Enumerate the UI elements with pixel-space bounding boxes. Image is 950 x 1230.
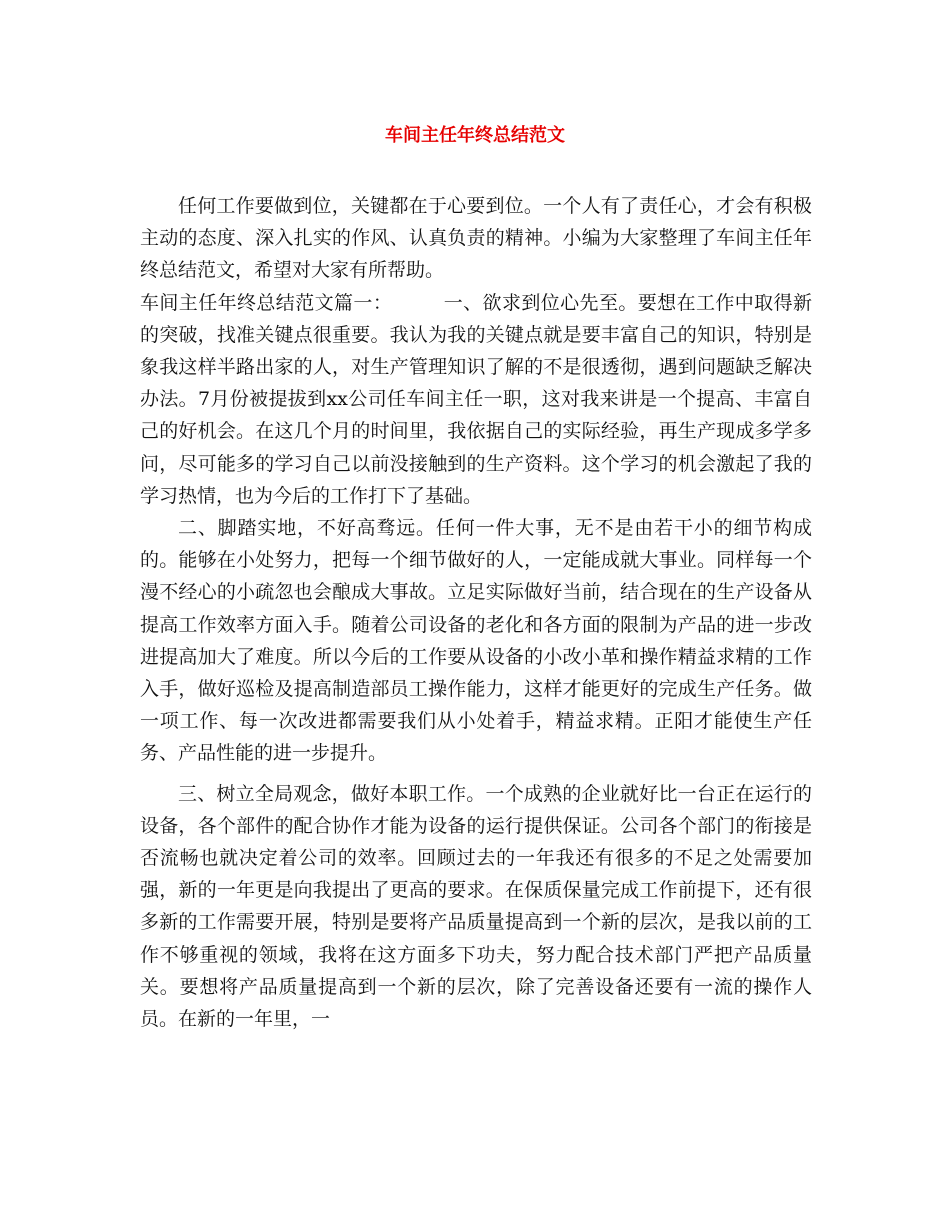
document-body	[140, 190, 812, 1035]
section-label: 车间主任年终总结范文篇一：	[140, 291, 393, 314]
point-one-text: 一、欲求到位心先至。要想在工作中取得新的突破，找准关键点很重要。我认为我的关键点就是要丰富自己的知识，特别是象我这样半路出家的人，对生产管理知识了解的不是很透彻，遇到问题缺乏解决办法。7月份被提拔到xx公司任车间主任一职，这对我来讲是一个提高、丰富自己的好机会。在这几个月的时间里，我依据自己的实际经验，再生产现成多学多问，尽可能多的学习自己以前没接触到的生产资料。这个学习的机会激起了我的学习热情，也为今后的工作打下了基础。	[140, 291, 812, 507]
point-two-paragraph: 二、脚踏实地，不好高骛远。任何一件大事，无不是由若干小的细节构成的。能够在小处努力，把每一个细节做好的人，一定能成就大事业。同样每一个漫不经心的小疏忽也会酿成大事故。立足实际做好当前，结合现在的生产设备从提高工作效率方面入手。随着公司设备的老化和各方面的限制为产品的进一步改进提高加大了难度。所以今后的工作要从设备的小改小革和操作精益求精的工作入手，做好巡检及提高制造部员工操作能力，这样才能更好的完成生产任务。做一项工作、每一次改进都需要我们从小处着手，精益求精。正阳才能使生产任务、产品性能的进一步提升。	[140, 517, 812, 765]
point-one-paragraph	[140, 287, 812, 512]
intro-paragraph: 任何工作要做到位，关键都在于心要到位。一个人有了责任心，才会有积极主动的态度、深入扎实的作风、认真负责的精神。小编为大家整理了车间主任年终总结范文，希望对大家有所帮助。	[140, 195, 812, 282]
point-three-paragraph: 三、树立全局观念，做好本职工作。一个成熟的企业就好比一台正在运行的设备，各个部件的配合协作才能为设备的运行提供保证。公司各个部门的衔接是否流畅也就决定着公司的效率。回顾过去的一年我还有很多的不足之处需要加强，新的一年更是向我提出了更高的要求。在保质保量完成工作前提下，还有很多新的工作需要开展，特别是要将产品质量提高到一个新的层次，是我以前的工作不够重视的领域，我将在这方面多下功夫，努力配合技术部门严把产品质量关。要想将产品质量提高到一个新的层次，除了完善设备还要有一流的操作人员。在新的一年里，一	[140, 782, 812, 1031]
document-title: 车间主任年终总结范文	[385, 125, 565, 146]
